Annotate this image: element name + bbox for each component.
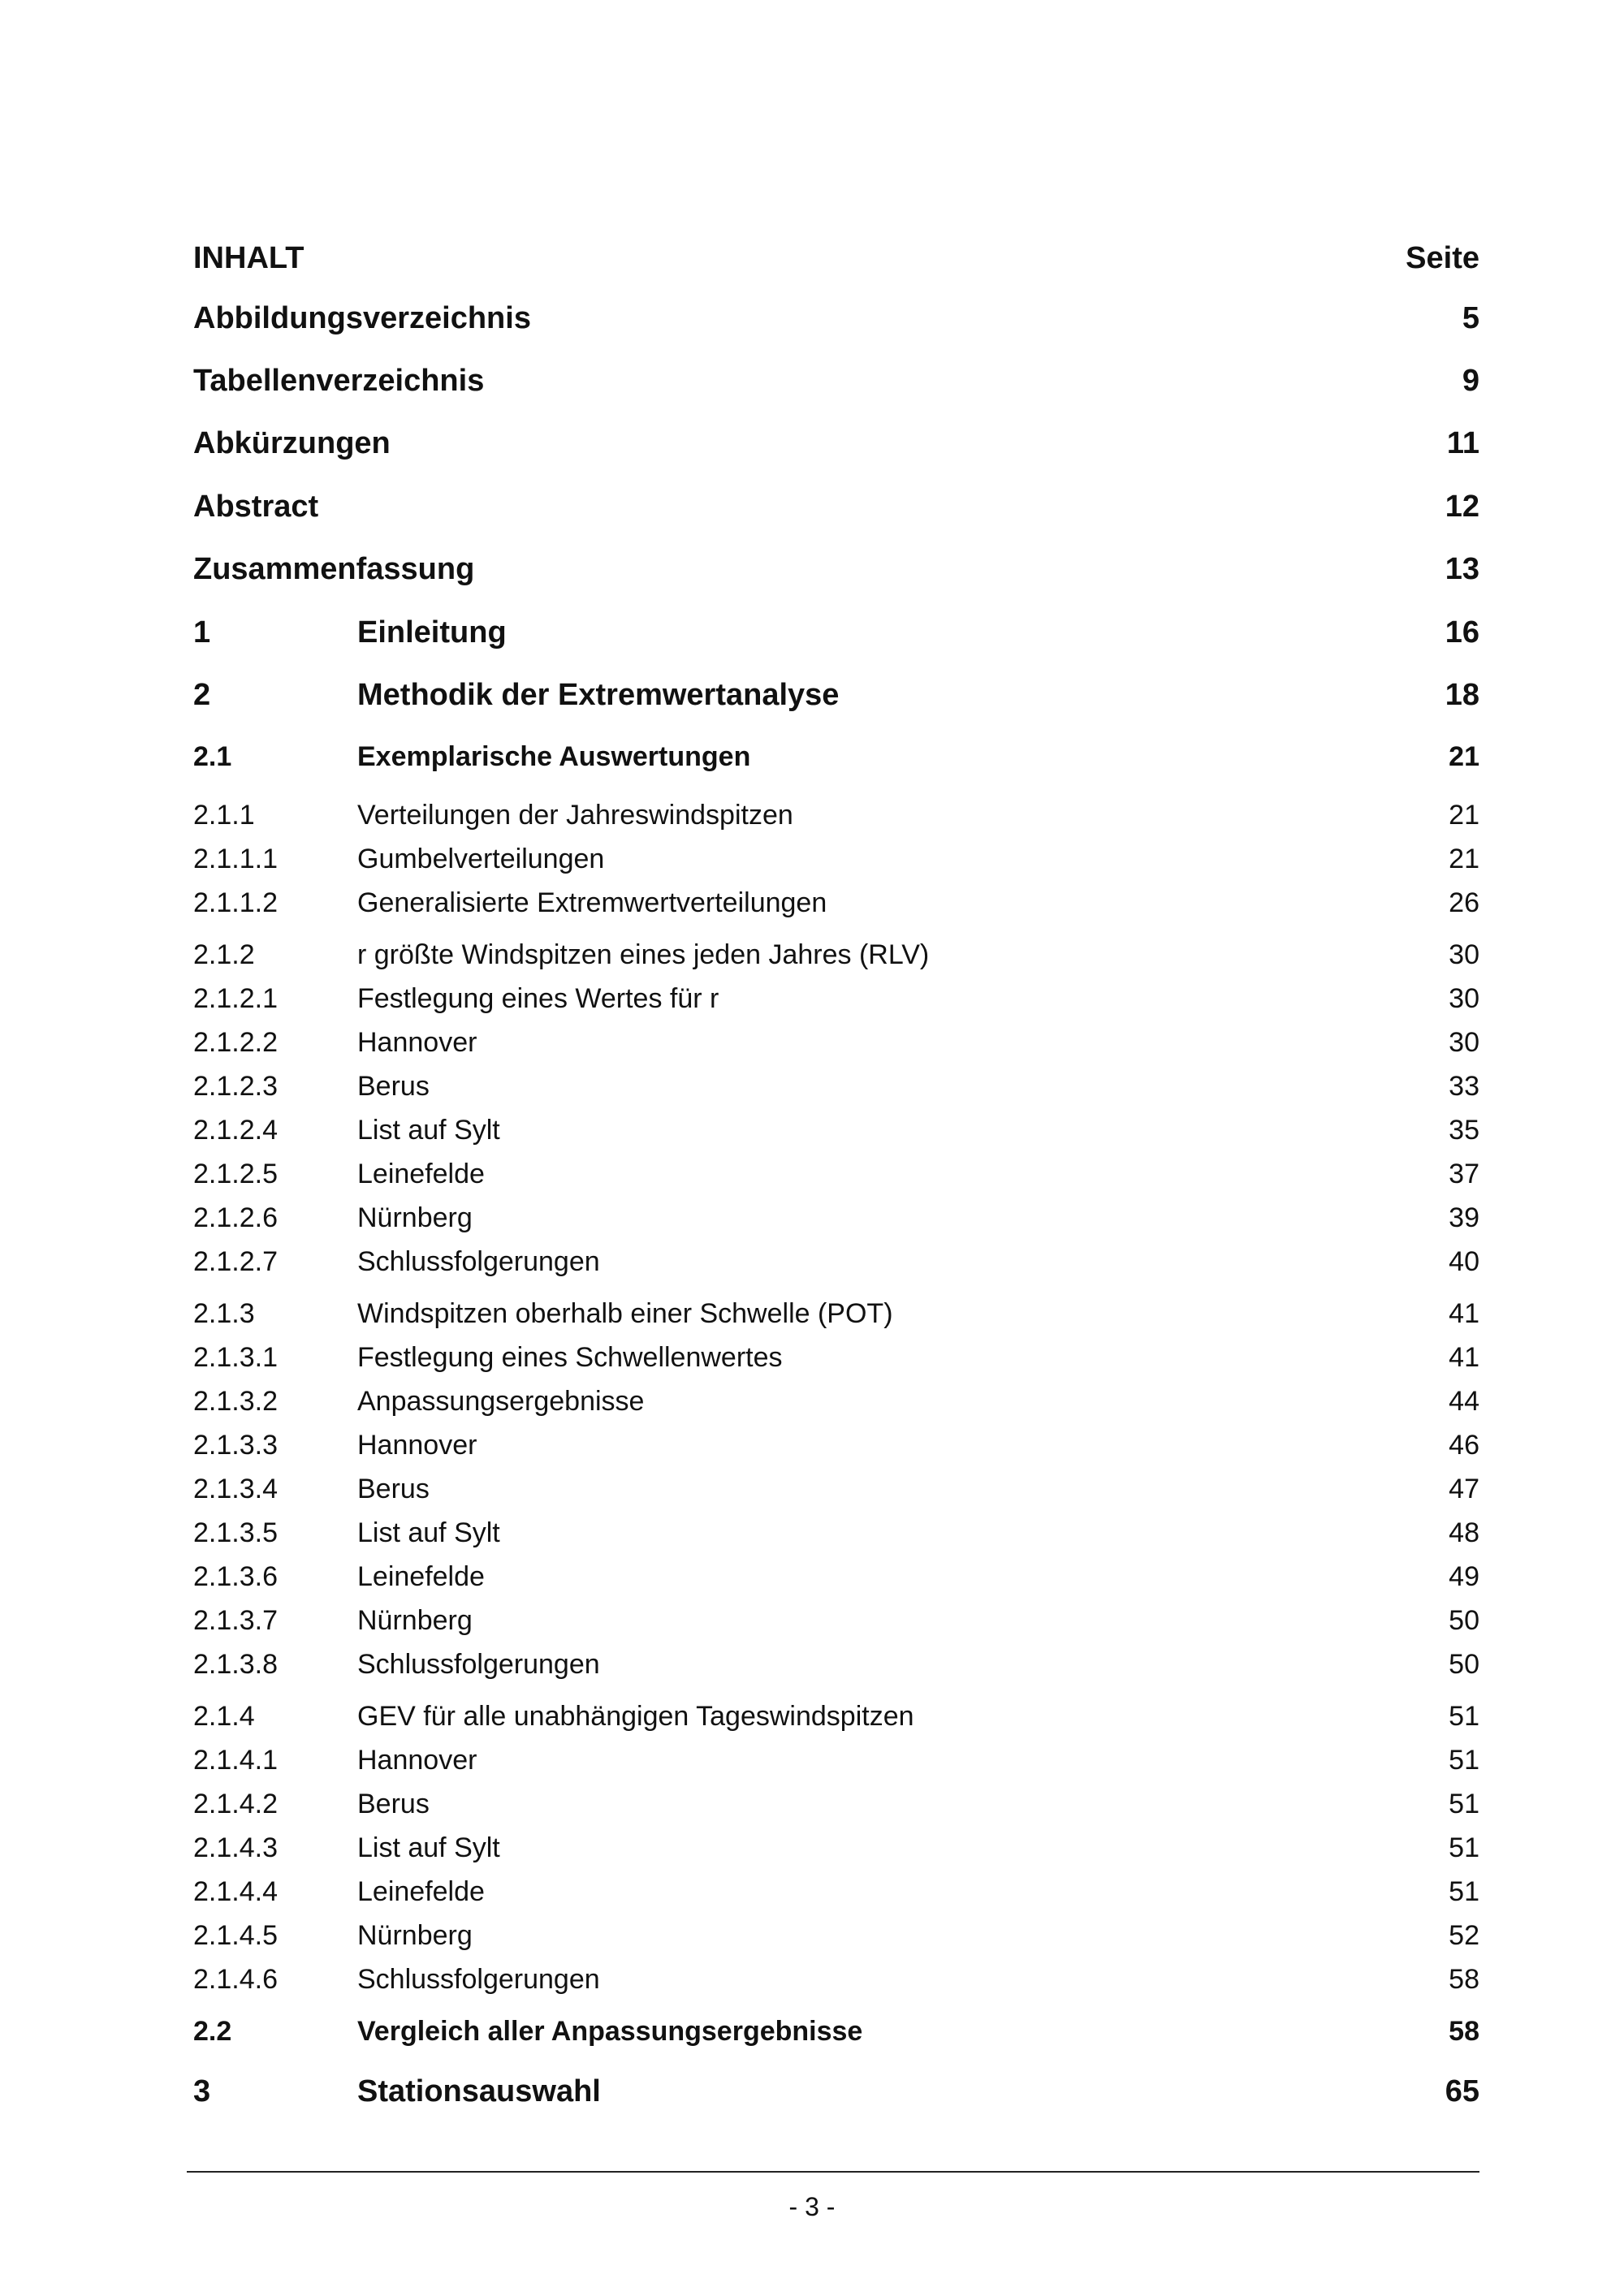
toc-entry-title: Windspitzen oberhalb einer Schwelle (POT)	[357, 1297, 893, 1329]
toc-header	[193, 235, 1479, 281]
toc-entry[interactable]	[193, 1914, 1479, 1957]
toc-entry-page: 46	[1449, 1429, 1479, 1461]
toc-entry-page: 65	[1445, 2074, 1479, 2108]
toc-entry-number: 2.1.1	[193, 799, 255, 831]
toc-entry-title: GEV für alle unabhängigen Tageswindspitzen	[357, 1700, 914, 1732]
toc-entry-title: Exemplarische Auswertungen	[357, 740, 751, 772]
toc-entry-title: Schlussfolgerungen	[357, 1245, 600, 1277]
toc-entry-number: 2.1.2	[193, 939, 255, 970]
toc-entry-title: Abbildungsverzeichnis	[193, 300, 531, 335]
toc-entry[interactable]	[193, 1197, 1479, 1239]
toc-entry[interactable]	[193, 1153, 1479, 1195]
toc-entry-page: 41	[1449, 1341, 1479, 1373]
toc-entry-number: 2.1.3.3	[193, 1429, 278, 1461]
toc-entry[interactable]	[193, 1241, 1479, 1283]
toc-entry-title: Leinefelde	[357, 1560, 485, 1592]
toc-entry-title: Anpassungsergebnisse	[357, 1385, 645, 1417]
toc-entry-number: 2.1.3.6	[193, 1560, 278, 1592]
toc-entry-title: Festlegung eines Wertes für r	[357, 982, 719, 1014]
toc-entry[interactable]	[193, 1424, 1479, 1466]
toc-entry-number: 2.1.2.2	[193, 1026, 278, 1058]
toc-entry-page: 51	[1449, 1700, 1479, 1732]
toc-entry-title: List auf Sylt	[357, 1517, 500, 1548]
toc-entry[interactable]	[193, 674, 1479, 716]
toc-entry-title: Tabellenverzeichnis	[193, 363, 485, 398]
toc-entry-number: 2.1	[193, 740, 232, 772]
toc-entry-page: 47	[1449, 1473, 1479, 1504]
toc-entry-page: 18	[1445, 677, 1479, 712]
toc-entry[interactable]	[193, 1293, 1479, 1335]
toc-entry-title: r größte Windspitzen eines jeden Jahres (RLV)	[357, 939, 930, 970]
toc-entry-number: 2.1.2.5	[193, 1158, 278, 1189]
toc-entry[interactable]	[193, 1512, 1479, 1554]
toc-entry-number: 2.1.2.4	[193, 1114, 278, 1146]
toc-entry[interactable]	[193, 736, 1479, 778]
toc-entry[interactable]	[193, 794, 1479, 836]
toc-entry[interactable]	[193, 1958, 1479, 2000]
toc-entry-title: Methodik der Extremwertanalyse	[357, 677, 840, 712]
toc-entry-number: 2.1.4.1	[193, 1744, 278, 1776]
toc-entry-number: 2.1.1.1	[193, 843, 278, 874]
toc-entry-number: 2.1.4.4	[193, 1875, 278, 1907]
toc-entry-page: 30	[1449, 939, 1479, 970]
toc-entry[interactable]	[193, 1643, 1479, 1685]
toc-entry-title: Schlussfolgerungen	[357, 1963, 600, 1995]
toc-entry-title: Stationsauswahl	[357, 2074, 601, 2108]
toc-entry-title: Berus	[357, 1070, 430, 1102]
toc-entry-number: 3	[193, 2074, 211, 2108]
toc-entry[interactable]	[193, 1065, 1479, 1107]
toc-entry-page: 21	[1449, 799, 1479, 831]
toc-entry-page: 11	[1446, 425, 1479, 460]
toc-entry-page: 50	[1449, 1604, 1479, 1636]
toc-entry-number: 2.2	[193, 2015, 232, 2047]
toc-entry-page: 30	[1449, 1026, 1479, 1058]
toc-entry[interactable]	[193, 548, 1479, 590]
toc-entry[interactable]	[193, 1827, 1479, 1869]
toc-entry-page: 5	[1462, 300, 1479, 335]
toc-entry-title: Abkürzungen	[193, 425, 391, 460]
toc-entry-number: 2.1.4.6	[193, 1963, 278, 1995]
toc-entry[interactable]	[193, 1871, 1479, 1913]
page-column-label: Seite	[1406, 240, 1479, 275]
toc-entry[interactable]	[193, 934, 1479, 976]
toc-title: INHALT	[193, 240, 304, 275]
toc-entry-number: 2.1.3.4	[193, 1473, 278, 1504]
toc-entry-title: List auf Sylt	[357, 1114, 500, 1146]
toc-entry-title: Berus	[357, 1473, 430, 1504]
toc-entry-number: 2	[193, 677, 211, 712]
toc-entry[interactable]	[193, 1380, 1479, 1422]
toc-entry-page: 51	[1449, 1832, 1479, 1863]
toc-entry-number: 2.1.3.2	[193, 1385, 278, 1417]
toc-entry-title: Generalisierte Extremwertverteilungen	[357, 887, 827, 918]
toc-entry-page: 49	[1449, 1560, 1479, 1592]
toc-entry-title: Leinefelde	[357, 1158, 485, 1189]
toc-entry-page: 40	[1449, 1245, 1479, 1277]
toc-entry-number: 2.1.2.1	[193, 982, 278, 1014]
toc-entry-number: 2.1.3.1	[193, 1341, 278, 1373]
toc-entry-title: Hannover	[357, 1744, 477, 1776]
toc-entry[interactable]	[193, 1556, 1479, 1598]
toc-entry-page: 48	[1449, 1517, 1479, 1548]
toc-entry-title: Schlussfolgerungen	[357, 1648, 600, 1680]
toc-entry-page: 58	[1449, 1963, 1479, 1995]
toc-entry-number: 2.1.3.8	[193, 1648, 278, 1680]
toc-entry-number: 2.1.3.5	[193, 1517, 278, 1548]
toc-entry-page: 16	[1445, 615, 1479, 650]
toc-entry[interactable]	[193, 486, 1479, 528]
toc-entry-page: 51	[1449, 1875, 1479, 1907]
toc-entry-title: Vergleich aller Anpassungsergebnisse	[357, 2015, 863, 2047]
toc-entry-title: Festlegung eines Schwellenwertes	[357, 1341, 783, 1373]
toc-entry-page: 21	[1449, 740, 1479, 772]
toc-entry-number: 2.1.4	[193, 1700, 255, 1732]
toc-entry[interactable]	[193, 611, 1479, 654]
toc-entry[interactable]	[193, 2070, 1479, 2113]
toc-entry-title: Abstract	[193, 489, 319, 524]
toc-entry-title: Zusammenfassung	[193, 551, 475, 586]
toc-entry-page: 52	[1449, 1919, 1479, 1951]
toc-entry-title: Leinefelde	[357, 1875, 485, 1907]
toc-entry[interactable]	[193, 297, 1479, 339]
toc-entry-page: 9	[1462, 363, 1479, 398]
toc-entry[interactable]	[193, 1109, 1479, 1151]
toc-entry-page: 12	[1445, 489, 1479, 524]
toc-entry-number: 2.1.2.6	[193, 1202, 278, 1233]
toc-entry[interactable]	[193, 422, 1479, 464]
toc-entry-title: Berus	[357, 1788, 430, 1819]
toc-entry-page: 13	[1445, 551, 1479, 586]
toc-entry-number: 2.1.3	[193, 1297, 255, 1329]
footer-divider	[187, 2171, 1479, 2173]
toc-entry[interactable]	[193, 2010, 1479, 2052]
toc-entry-page: 44	[1449, 1385, 1479, 1417]
toc-entry-number: 2.1.2.7	[193, 1245, 278, 1277]
toc-entry[interactable]	[193, 1599, 1479, 1642]
toc-entry-number: 1	[193, 615, 211, 650]
toc-entry-page: 51	[1449, 1744, 1479, 1776]
toc-entry-page: 39	[1449, 1202, 1479, 1233]
toc-entry-page: 26	[1449, 887, 1479, 918]
toc-entry-page: 30	[1449, 982, 1479, 1014]
toc-entry-title: List auf Sylt	[357, 1832, 500, 1863]
toc-entry[interactable]	[193, 838, 1479, 880]
toc-entry[interactable]	[193, 1739, 1479, 1781]
toc-entry-page: 51	[1449, 1788, 1479, 1819]
toc-entry[interactable]	[193, 978, 1479, 1020]
toc-entry[interactable]	[193, 1783, 1479, 1825]
toc-entry[interactable]	[193, 882, 1479, 924]
toc-entry-page: 41	[1449, 1297, 1479, 1329]
toc-entry[interactable]	[193, 1468, 1479, 1510]
toc-entry[interactable]	[193, 360, 1479, 402]
toc-entry-page: 35	[1449, 1114, 1479, 1146]
toc-entry-title: Nürnberg	[357, 1919, 473, 1951]
toc-entry-title: Einleitung	[357, 615, 507, 650]
toc-entry-page: 37	[1449, 1158, 1479, 1189]
toc-entry[interactable]	[193, 1021, 1479, 1064]
toc-entry-page: 50	[1449, 1648, 1479, 1680]
toc-entry-page: 33	[1449, 1070, 1479, 1102]
toc-entry[interactable]	[193, 1336, 1479, 1379]
toc-entry-title: Hannover	[357, 1026, 477, 1058]
toc-entry-number: 2.1.3.7	[193, 1604, 278, 1636]
toc-entry-page: 58	[1449, 2015, 1479, 2047]
toc-entry[interactable]	[193, 1695, 1479, 1737]
toc-entry-number: 2.1.2.3	[193, 1070, 278, 1102]
toc-entry-title: Hannover	[357, 1429, 477, 1461]
toc-entry-title: Nürnberg	[357, 1202, 473, 1233]
toc-entry-title: Gumbelverteilungen	[357, 843, 605, 874]
page-number: - 3 -	[788, 2192, 836, 2221]
toc-entry-number: 2.1.4.3	[193, 1832, 278, 1863]
toc-entry-page: 21	[1449, 843, 1479, 874]
toc-entry-number: 2.1.4.2	[193, 1788, 278, 1819]
toc-entry-number: 2.1.4.5	[193, 1919, 278, 1951]
toc-entry-number: 2.1.1.2	[193, 887, 278, 918]
toc-entry-title: Verteilungen der Jahreswindspitzen	[357, 799, 793, 831]
toc-entry-title: Nürnberg	[357, 1604, 473, 1636]
